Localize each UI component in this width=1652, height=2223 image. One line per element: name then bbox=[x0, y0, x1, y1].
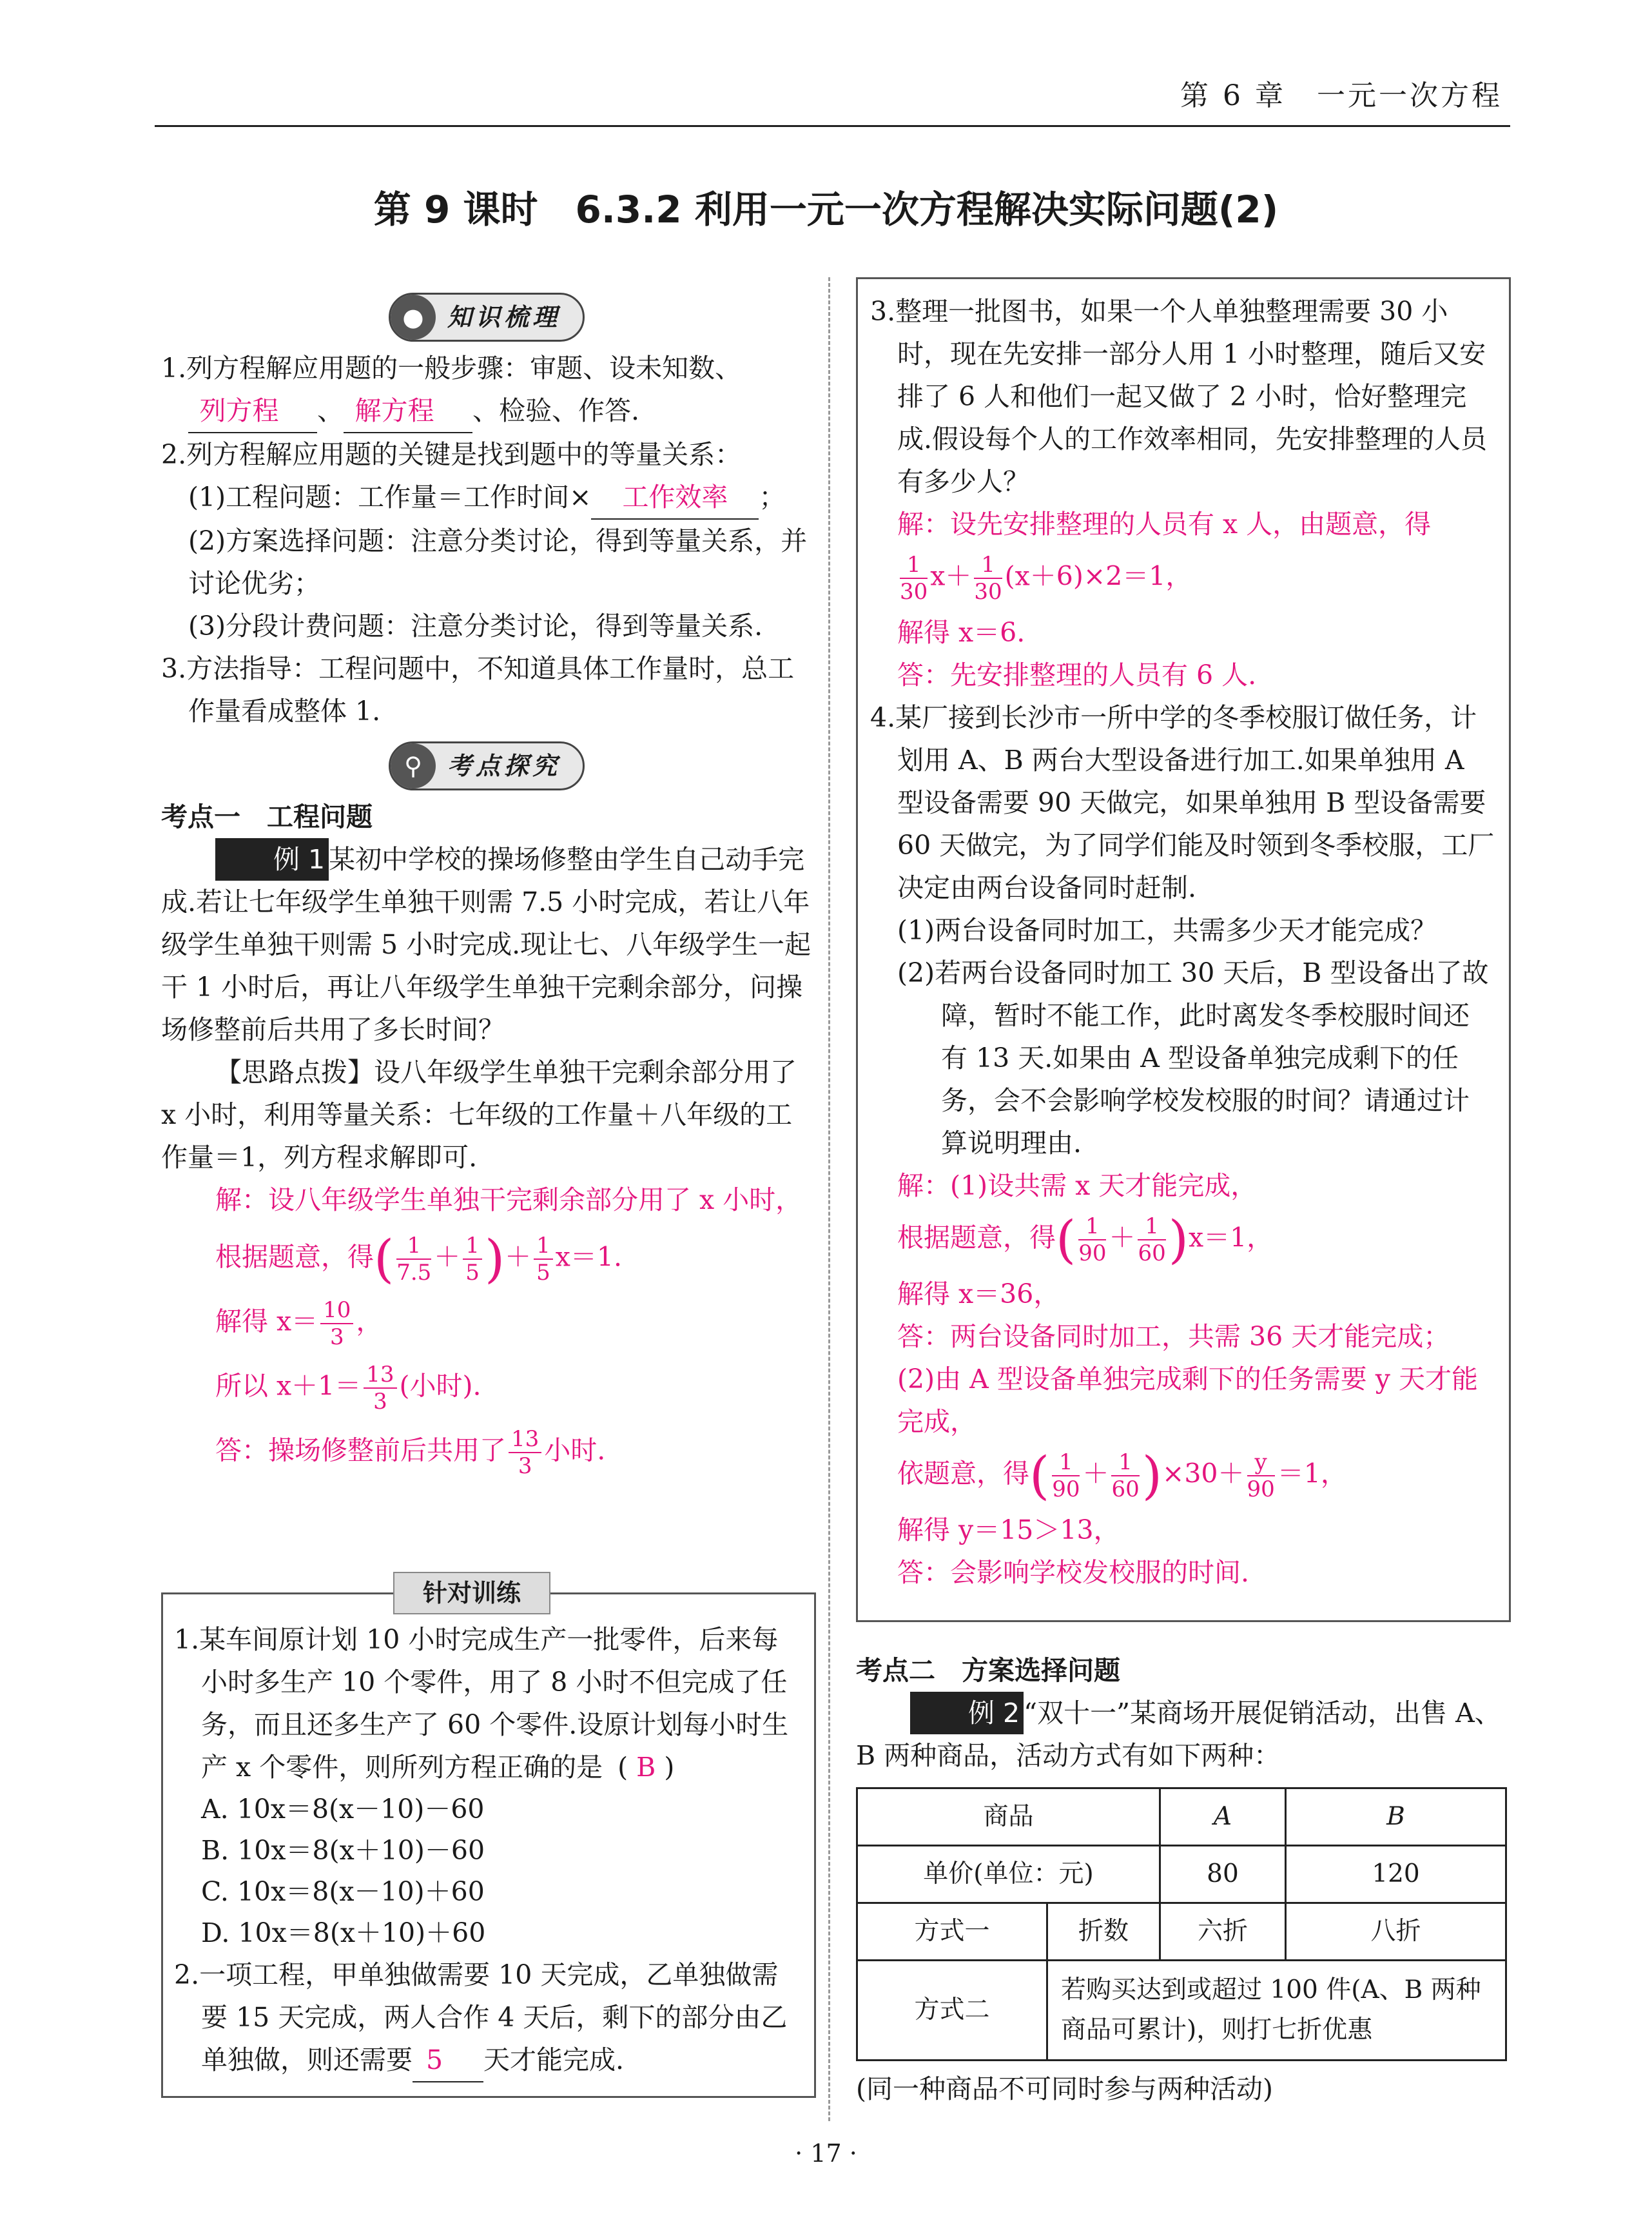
q4-answer-1: 答：两台设备同时加工，共需 36 天才能完成； bbox=[897, 1321, 1450, 1352]
table-row: 方式一 折数 六折 八折 bbox=[857, 1903, 1506, 1961]
knowledge-item-2-3: (3)分段计费问题：注意分类讨论，得到等量关系. bbox=[188, 611, 763, 641]
q4-text: 4.某厂接到长沙市一所中学的冬季校服订做任务，计划用 A、B 两台大型设备进行加工.如果单独用 A 型设备需要 90 天做完，如果单独用 B 型设备需要 60 天做完，为了同学们能及时领到冬季校服，工厂决定由两台设备同时赶制. bbox=[870, 702, 1495, 903]
table-note: (同一种商品不可同时参与两种活动) bbox=[856, 2073, 1273, 2104]
knowledge-item-2-2: (2)方案选择问题：注意分类讨论，得到等量关系，并讨论优劣； bbox=[188, 525, 808, 599]
option-a: A. 10x＝8(x－10)－60 bbox=[201, 1794, 485, 1825]
answer-blank-2: 解方程 bbox=[344, 389, 472, 433]
knowledge-item-1: 1.列方程解应用题的一般步骤：审题、设未知数、 列方程 、 解方程 、检验、作答. bbox=[161, 347, 812, 433]
magnifier-icon: ⚲ bbox=[391, 743, 436, 788]
q4-sub2: (2)若两台设备同时加工 30 天后，B 型设备出了故障，暂时不能工作，此时离发冬季校服时间还有 13 天.如果由 A 型设备单独完成剩下的任务，会不会影响学校发校服的时间？请通过计算说明理由. bbox=[897, 957, 1489, 1159]
knowledge-item-2-1: (1)工程问题：工作量＝工作时间× 工作效率 ； bbox=[161, 476, 812, 520]
table-row: 单价(单位：元) 80 120 bbox=[857, 1846, 1506, 1903]
lesson-title: 第 9 课时 6.3.2 利用一元一次方程解决实际问题(2) bbox=[373, 188, 1279, 231]
table-row: 商品 A B bbox=[857, 1788, 1506, 1846]
option-c: C. 10x＝8(x－10)＋60 bbox=[201, 1876, 485, 1907]
option-b: B. 10x＝8(x＋10)－60 bbox=[201, 1835, 485, 1866]
training-tab: 针对训练 bbox=[393, 1572, 550, 1614]
left-column bbox=[161, 284, 812, 1491]
q4-equation-2: 依题意，得( $\frac{1}{90}$ ＋ $\frac{1}{60}$ )×30＋ $\frac{y}{90}$ ＝1， bbox=[897, 1445, 1347, 1505]
q3-sol-intro: 解：设先安排整理的人员有 x 人，由题意，得 bbox=[897, 509, 1432, 540]
q4-solve-2: 解得 y＝15＞13， bbox=[897, 1514, 1120, 1545]
q3-equation: $\frac{1}{30}$ x＋ $\frac{1}{30}$ (x＋6)×2＝1， bbox=[900, 552, 1192, 605]
chapter-header: 第 6 章 一元一次方程 bbox=[1180, 79, 1502, 112]
training-content bbox=[174, 1618, 799, 2082]
location-pin-icon: ● bbox=[391, 295, 436, 340]
kp1-solve: 解得 x＝ $\frac{10}{3}$ ， bbox=[215, 1297, 383, 1350]
table-row: 方式二 若购买达到或超过 100 件(A、B 两种商品可累计)，则打七折优惠 bbox=[857, 1961, 1506, 2061]
q4-solve-1: 解得 x＝36， bbox=[897, 1278, 1060, 1309]
q3-text: 3.整理一批图书，如果一个人单独整理需要 30 小时，现在先安排一部分人用 1 小时整理，随后又安排了 6 人和他们一起又做了 2 小时，恰好整理完成.假设每个人的工作效率相同，先安排整理的人员有多少人？ bbox=[870, 296, 1488, 497]
knowledge-item-2: 2.列方程解应用题的关键是找到题中的等量关系： bbox=[161, 439, 742, 470]
q4-equation-1: 根据题意，得( $\frac{1}{90}$ ＋ $\frac{1}{60}$ )x＝1， bbox=[897, 1209, 1274, 1269]
hint-1: 【思路点拨】设八年级学生单独干完剩余部分用了 x 小时，利用等量关系：七年级的工作量＋八年级的工作量＝1，列方程求解即可. bbox=[161, 1057, 797, 1173]
kp1-total: 所以 x＋1＝ $\frac{13}{3}$ (小时). bbox=[215, 1362, 481, 1415]
q4-sub1: (1)两台设备同时加工，共需多少天才能完成？ bbox=[897, 915, 1437, 946]
kp1-heading: 考点一 工程问题 bbox=[161, 801, 373, 832]
q4-sol1: 解：(1)设共需 x 天才能完成， bbox=[897, 1170, 1258, 1201]
kp1-solution-intro: 解：设八年级学生单独干完剩余部分用了 x 小时， bbox=[215, 1184, 802, 1215]
example-1: 例 1 某初中学校的操场修整由学生自己动手完成.若让七年级学生单独干则需 7.5 小时完成，若让八年级学生单独干则需 5 小时完成.现让七、八年级学生一起干 1 小时后，再让八年级学生单独干完剩余部分，问操场修整前后共用了多长时间？ bbox=[161, 838, 812, 1051]
explore-banner-label: 考点探究 bbox=[447, 752, 561, 780]
kp2-heading: 考点二 方案选择问题 bbox=[856, 1655, 1120, 1686]
kp2-section bbox=[856, 1644, 1507, 2110]
kp1-equation: 根据题意，得( $\frac{1}{7.5}$ ＋ $\frac{1}{5}$ )＋ $\frac{1}{5}$ x＝1. bbox=[215, 1229, 623, 1289]
training-q2: 2.一项工程，甲单独做需要 10 天完成，乙单独做需要 15 天完成，两人合作 4 天后，剩下的部分由乙单独做，则还需要 5 天才能完成. bbox=[174, 1954, 799, 2082]
promotion-table bbox=[856, 1787, 1507, 2061]
kp1-answer: 答：操场修整前后共用了 $\frac{13}{3}$ 小时. bbox=[215, 1426, 606, 1479]
option-d: D. 10x＝8(x＋10)＋60 bbox=[201, 1917, 486, 1948]
q4-answer-2: 答：会影响学校发校服的时间. bbox=[897, 1557, 1250, 1588]
training-q1: 1.某车间原计划 10 小时完成生产一批零件，后来每小时多生产 10 个零件，用了 8 小时不但完成了任务，而且还多生产了 60 个零件.设原计划每小时生产 x 个零件，则所列方程正确的是 ( B ) bbox=[174, 1624, 789, 1783]
knowledge-item-3: 3.方法指导：工程问题中，不知道具体工作量时，总工作量看成整体 1. bbox=[161, 653, 795, 727]
training-q2-answer: 5 bbox=[413, 2039, 483, 2082]
q3-solve: 解得 x＝6. bbox=[897, 617, 1025, 648]
example-1-tag: 例 1 bbox=[215, 838, 329, 881]
answer-blank-3: 工作效率 bbox=[591, 476, 759, 520]
knowledge-banner bbox=[161, 293, 812, 342]
example-2: 例 2 “双十一”某商场开展促销活动，出售 A、B 两种商品，活动方式有如下两种： bbox=[856, 1692, 1507, 1777]
q3-answer: 答：先安排整理的人员有 6 人. bbox=[897, 660, 1257, 690]
knowledge-banner-label: 知识梳理 bbox=[447, 303, 561, 331]
q4-sol5: (2)由 A 型设备单独完成剩下的任务需要 y 天才能完成， bbox=[897, 1364, 1478, 1437]
right-problems bbox=[870, 290, 1495, 1594]
example-2-tag: 例 2 bbox=[910, 1692, 1024, 1734]
answer-blank-1: 列方程 bbox=[188, 389, 317, 433]
explore-banner bbox=[161, 741, 812, 790]
column-divider bbox=[828, 277, 830, 2121]
training-q1-answer: B bbox=[636, 1752, 656, 1783]
page-number: · 17 · bbox=[795, 2139, 857, 2168]
header-rule bbox=[155, 125, 1510, 127]
